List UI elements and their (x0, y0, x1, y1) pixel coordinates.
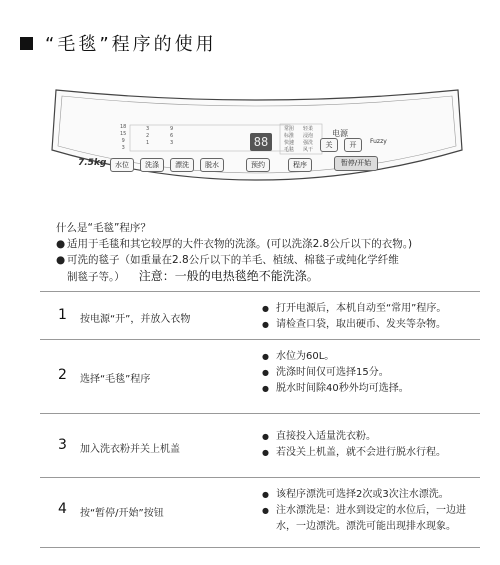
rinse-time-indicator: 3 2 1 (146, 126, 150, 146)
description-bullet-1: ● 适用于毛毯和其它较厚的大件衣物的洗涤。(可以洗涤2.8公斤以下的衣物。) (56, 238, 413, 250)
page-title (20, 30, 217, 56)
wash-button[interactable]: 洗涤 (140, 158, 164, 172)
water-level-button[interactable]: 水位 (110, 158, 134, 172)
step-instruction: 按“暂停/开始”按钮 (80, 508, 164, 519)
step-number: 4 (58, 501, 67, 517)
description-question: 什么是“毛毯”程序？ (56, 222, 151, 234)
step-notes (262, 429, 446, 461)
spin-time-indicator: 9 6 3 (170, 126, 174, 146)
step-note: ● 直接投入适量洗衣粉。 (262, 429, 446, 445)
page-title-text: “毛毯”程序的使用 (45, 34, 217, 55)
step-row-3 (40, 413, 480, 477)
step-notes (262, 349, 409, 397)
step-instruction: 加入洗衣粉并关上机盖 (80, 444, 180, 455)
description-bullet-2-continued: 制毯子等。） 注意：一般的电热毯绝不能洗涤。 (67, 269, 319, 283)
step-note: ● 水位为60L。 (262, 349, 409, 365)
step-row-4 (40, 477, 480, 547)
step-note: ● 注水漂洗是：进水到设定的水位后，一边进 (262, 503, 466, 519)
step-note: ● 若没关上机盖，就不会进行脱水行程。 (262, 445, 446, 461)
schedule-button[interactable]: 预约 (246, 158, 270, 172)
bullet-icon: ● (56, 238, 66, 250)
step-note: ● 脱水时间除40秒外均可选择。 (262, 381, 409, 397)
table-divider (40, 547, 480, 548)
rinse-button[interactable]: 漂洗 (170, 158, 194, 172)
step-number: 1 (58, 307, 67, 323)
step-note: ● 洗涤时间仅可选择15分。 (262, 365, 409, 381)
step-row-1 (40, 291, 480, 339)
step-note: ● 该程序漂洗可选择2次或3次注水漂洗。 (262, 487, 466, 503)
control-panel (48, 80, 466, 200)
power-label: 电源 (332, 129, 348, 138)
program-description (56, 220, 412, 285)
program-button[interactable]: 程序 (288, 158, 312, 172)
step-notes (262, 301, 446, 333)
capacity-label: 7.5kg (78, 158, 107, 168)
step-note: ● 请检查口袋，取出硬币、发夹等杂物。 (262, 317, 446, 333)
step-instruction: 按电源“开”，并放入衣物 (80, 314, 191, 325)
warning-note: 注意：一般的电热毯绝不能洗涤。 (138, 269, 319, 283)
step-number: 2 (58, 367, 67, 383)
step-notes (262, 487, 466, 535)
program-indicator-col2: 轻柔 浸泡 强洗 风干 (303, 126, 314, 153)
description-bullet-2: ● 可洗的毯子（如重量在2.8公斤以下的羊毛、植绒、棉毯子或纯化学纤维 (56, 254, 399, 266)
bullet-icon: ● (56, 254, 66, 266)
power-on-button[interactable]: 开 (344, 138, 362, 152)
title-square-bullet-icon (20, 37, 33, 50)
wash-time-indicator: 18 15 9 3 (120, 124, 127, 151)
fuzzy-label: Fuzzy (370, 138, 387, 145)
step-instruction: 选择“毛毯”程序 (80, 374, 151, 385)
step-note-continuation: 水，一边漂洗。漂洗可能出现排水现象。 (276, 521, 456, 532)
program-indicator-col1: 常用 标准 快速 毛毯 (284, 126, 295, 153)
step-note: ● 打开电源后，本机自动至“常用”程序。 (262, 301, 446, 317)
spin-button[interactable]: 脱水 (200, 158, 224, 172)
step-number: 3 (58, 437, 67, 453)
power-off-button[interactable]: 关 (320, 138, 338, 152)
step-row-2 (40, 339, 480, 413)
pause-start-button[interactable]: 暂停/开始 (334, 156, 378, 171)
time-display: 88 (250, 133, 272, 151)
